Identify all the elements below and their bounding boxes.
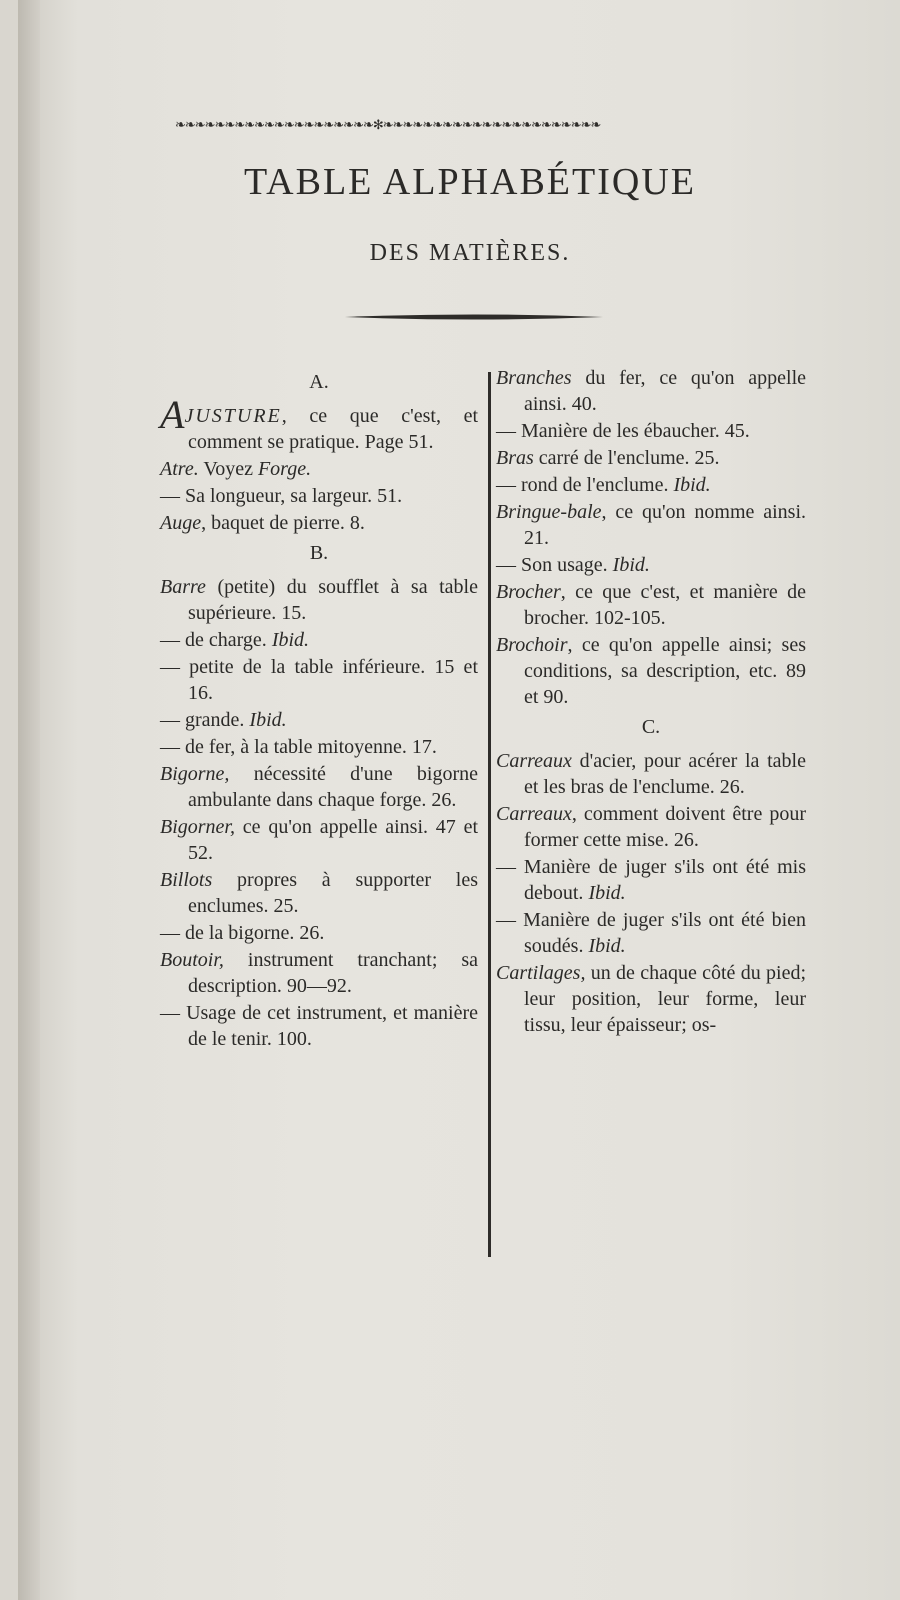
- index-entry: [496, 632, 806, 710]
- entry-text: , ce qu'on nomme ainsi. 21.: [524, 501, 806, 549]
- entry-text: , comment doivent être pour former cette mise. 26.: [524, 803, 806, 851]
- index-entry: — petite de la table inférieure. 15 et 16.: [160, 656, 478, 704]
- entry-text: — Manière de juger s'ils ont été bien soudés.: [496, 909, 806, 957]
- index-entry: [496, 499, 806, 551]
- index-entry: [496, 854, 806, 906]
- index-entry: [496, 907, 806, 959]
- index-entry: [496, 579, 806, 631]
- entry-text: — Manière de juger s'ils ont été mis debout.: [496, 856, 806, 904]
- ornamental-header-band: ❧❧❧❧❧❧❧❧❧❧❧❧❧❧❧❧❧❧❧❧✻❧❧❧❧❧❧❧❧❧❧❧❧❧❧❧❧❧❧❧❧❧❧: [175, 118, 601, 133]
- ibid-ref: Ibid.: [588, 882, 626, 904]
- entry-text: , baquet de pierre. 8.: [201, 512, 365, 534]
- left-column: [160, 365, 478, 1053]
- title-rule: [345, 314, 603, 320]
- ibid-ref: Ibid.: [673, 474, 711, 496]
- entry-head: Boutoir,: [160, 949, 224, 971]
- entry-text: d'acier, pour acérer la table et les bras de l'enclume. 26.: [524, 750, 806, 798]
- index-entry: [160, 947, 478, 999]
- entry-head: Carreaux: [496, 803, 572, 825]
- entry-text: Voyez: [203, 458, 253, 480]
- ibid-ref: Ibid.: [588, 935, 626, 957]
- entry-head: Barre: [160, 576, 206, 598]
- entry-head: Bringue-bale: [496, 501, 602, 523]
- entry-head: Bras: [496, 447, 534, 469]
- right-column: [496, 365, 806, 1039]
- index-entry: [160, 392, 478, 455]
- entry-head: Brocher: [496, 581, 561, 603]
- index-entry: [496, 445, 806, 471]
- index-entry: [160, 707, 478, 733]
- entry-head: Billots: [160, 869, 213, 891]
- index-entry: — Sa longueur, sa largeur. 51.: [160, 485, 403, 507]
- entry-head: Bigorner,: [160, 816, 235, 838]
- index-entry: [496, 748, 806, 800]
- ibid-ref: Ibid.: [612, 554, 650, 576]
- section-letter-a: A.: [309, 371, 329, 393]
- entry-text: — rond de l'enclume.: [496, 474, 669, 496]
- index-entry: [160, 814, 478, 866]
- entry-text: du fer, ce qu'on appelle ainsi. 40.: [524, 367, 807, 415]
- section-letter-b: B.: [309, 542, 329, 564]
- drop-initial: A: [160, 392, 185, 437]
- entry-text: — grande.: [160, 709, 245, 731]
- entry-text: un de chaque côté du pied; leur position, leur forme, leur tissu, leur épaisseur; os-: [524, 962, 807, 1036]
- entry-text: (petite) du soufflet à sa table supérieure. 15.: [188, 576, 478, 624]
- entry-head: Auge: [160, 512, 202, 534]
- entry-head: JUSTURE: [184, 405, 282, 427]
- entry-text: , ce qu'on appelle ainsi; ses conditions, sa description, etc. 89 et 90.: [524, 634, 806, 708]
- entry-head: Bigorne,: [160, 763, 230, 785]
- entry-text: carré de l'enclume. 25.: [538, 447, 720, 469]
- entry-head: Atre.: [160, 458, 199, 480]
- index-entry: — Manière de les ébaucher. 45.: [496, 420, 750, 442]
- index-entry: [496, 365, 806, 417]
- index-entry: — de la bigorne. 26.: [160, 922, 325, 944]
- index-entry: [160, 510, 478, 536]
- index-entry: [160, 574, 478, 626]
- entry-head: Brochoir: [496, 634, 568, 656]
- entry-text: , ce que c'est, et comment se pratique. Page 51.: [188, 405, 478, 453]
- entry-head: Carreaux: [496, 750, 572, 772]
- entry-text: propres à supporter les enclumes. 25.: [188, 869, 478, 917]
- ibid-ref: Ibid.: [249, 709, 287, 731]
- entry-text: instrument tranchant; sa description. 90—92.: [188, 949, 479, 997]
- index-entry: — de fer, à la table mitoyenne. 17.: [160, 736, 437, 758]
- entry-text: — de charge.: [160, 629, 267, 651]
- index-entry: [160, 627, 478, 653]
- entry-text: ce qu'on appelle ainsi. 47 et 52.: [188, 816, 478, 864]
- index-entry: [160, 867, 478, 919]
- entry-head: Cartilages,: [496, 962, 586, 984]
- page-gutter: [18, 0, 40, 1600]
- entry-text: — Son usage.: [496, 554, 608, 576]
- entry-reference: Forge.: [257, 458, 312, 480]
- index-entry: [496, 960, 806, 1038]
- index-entry: [160, 761, 478, 813]
- index-entry: — Usage de cet instrument, et manière de le tenir. 100.: [160, 1002, 478, 1050]
- entry-text: , ce que c'est, et manière de brocher. 102-105.: [524, 581, 806, 629]
- index-entry: [496, 801, 806, 853]
- section-letter-c: C.: [641, 716, 661, 738]
- page-title: TABLE ALPHABÉTIQUE: [244, 161, 696, 203]
- entry-head: Branches: [496, 367, 572, 389]
- ibid-ref: Ibid.: [271, 629, 310, 651]
- index-entry: [496, 552, 806, 578]
- entry-text: nécessité d'une bigorne ambulante dans chaque forge. 26.: [188, 763, 478, 811]
- index-entry: [160, 456, 478, 482]
- column-divider: [488, 372, 491, 1257]
- index-entry: [496, 472, 806, 498]
- page-subtitle: DES MATIÈRES.: [369, 240, 571, 266]
